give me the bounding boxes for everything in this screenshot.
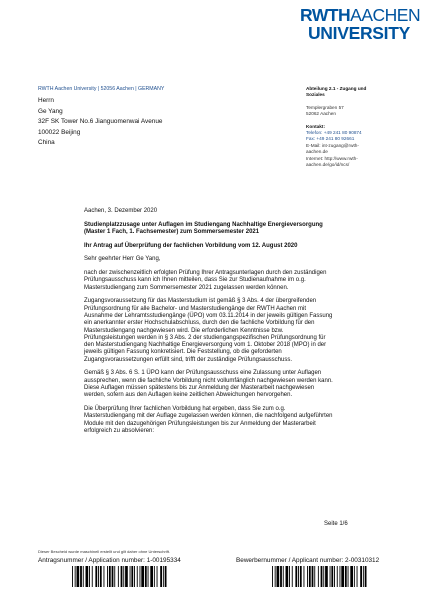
barcode-bar [95,566,97,587]
barcode-bar [277,566,280,587]
letter-paragraph: nach der zwischenzeitlich erfolgten Prüfung Ihrer Antragsunterlagen durch den zuständigen Prüfungsausschuss kann ich Ihnen mitteilen, dass Sie zur Studienaufnahme im o.g. Masterstudiengang zum Sommersemester 2021 zugelassen werden können. [84,270,327,291]
barcode-bar [295,566,297,587]
phone-line: Telefon: +49 241 80 90874 [306,130,362,136]
letter-date: Aachen, 3. Dezember 2020 [84,208,158,214]
fax-line: Fax: +49 241 80 92661 [306,136,355,142]
sender-line: RWTH Aachen University | 52056 Aachen | GERMANY [38,86,165,92]
barcode-bar [86,566,89,587]
department-line: Abteilung 2.1 - Zugang und [306,86,367,91]
recipient-line: China [38,139,55,147]
barcode-bar [131,566,133,587]
barcode-bar [360,566,362,587]
barcode-bar [330,566,331,587]
barcode-bar [304,566,305,587]
recipient-address [38,96,162,149]
web-line[interactable]: Internet: http://www.rwth- [306,155,358,161]
applicant-number: Bewerbernummer / Applicant number: 2-00310312 [236,557,380,564]
applicant-barcode [272,566,368,587]
barcode-bar [114,566,115,587]
barcode-bar [160,566,162,587]
office-address-line: Templergraben 57 [306,104,344,110]
letter-paragraph: Gemäß § 3 Abs. 6 S. 1 ÜPO kann der Prüfungsausschuss eine Zulassung unter Auflagen aussprechen, wenn die fachliche Vorbildung nicht vollumfänglich nachgewiesen werden kann. Diese Auflagen müssen spätestens bis zur Anmeldung der Masterarbeit nachgewiesen werden, sofern aus den Auflagen keine zeitlichen Abweichungen hervorgehen. [84,370,333,399]
barcode-bar [283,566,284,587]
barcode-bar [280,566,282,587]
letter-paragraph: Die Überprüfung Ihrer fachlichen Vorbildung hat ergeben, dass Sie zum o.g. Masterstudiengang mit der Auflage zugelassen werden können, die nachfolgend aufgeführten Module mit den dazugehörigen Prüfungsleistungen bis zur Anmeldung der Masterarbeit erfolgreich zu absolvieren: [84,405,333,434]
sender-sidebar [306,86,418,168]
web-line[interactable]: aachen.de/go/id/ncs/ [306,162,350,168]
barcode-bar [334,566,335,587]
barcode-bar [145,566,147,587]
recipient-line: Ge Yang [38,107,63,115]
letter-subject: Studienplatzzusage unter Auflagen im Studiengang Nachhaltige Energieversorgung (Master 1 Fach, 1. Fachsemester) zum Sommersemester 2021 [84,221,323,235]
barcode-bar [107,566,108,587]
barcode-bar [321,566,323,587]
barcode-bar [314,566,315,587]
barcode-bar [141,566,144,587]
barcode-bar [307,566,308,587]
barcode-bar [137,566,138,587]
recipient-line: 32F SK Tower No.6 Jianguomenwai Avenue [38,118,163,126]
barcode-bar [286,566,289,587]
barcode-bar [163,566,164,587]
contact-title: Kontakt: [306,123,326,129]
barcode-bar [272,566,273,587]
barcode-bar [75,566,76,587]
barcode-bar [83,566,84,587]
barcode-bar [80,566,82,587]
barcode-bar [345,566,347,587]
barcode-bar [123,566,124,587]
barcode-bar [109,566,111,587]
barcode-bar [125,566,128,587]
barcode-bar [104,566,105,587]
barcode-bar [341,566,344,587]
page-number: Seite 1/6 [324,521,348,527]
barcode-bar [331,566,333,587]
barcode-bar [157,566,158,587]
logo-rwth: RWTH [300,5,351,25]
barcode-bar [357,566,358,587]
barcode-bar [348,566,349,587]
machine-generated-note: Dieser Bescheid wurde maschinell erstellt und gilt daher ohne Unterschrift. [38,549,171,554]
application-number: Antragsnummer / Application number: 1-00195334 [38,557,181,564]
barcode-bar [121,566,123,587]
barcode-bar [92,566,93,587]
recipient-line: Herrn [38,97,54,104]
letter-body [84,208,334,442]
barcode-bar [365,566,367,587]
barcode-bar [89,566,90,587]
barcode-bar [312,566,314,587]
email-line[interactable]: aachen.de [306,149,328,155]
barcode-bar [130,566,131,587]
barcode-bar [340,566,341,587]
application-barcode [72,566,168,587]
barcode-bar [337,566,338,587]
logo-university: UNIVERSITY [307,23,410,43]
letter-paragraph: Zugangsvoraussetzung für das Masterstudium ist gemäß § 3 Abs. 4 der übergreifenden Prüfungsordnung für alle Bachelor- und Masterstudiengänge der RWTH Aachen mit Ausnahme der Lehramtsstudiengänge (ÜPO) vom 03.11.2014 in der jeweils gültigen Fassung ein anerkannter erster Hochschulabschluss, durch den die fachliche Vorbildung für den Masterstudiengang nachgewiesen wird. Die erforderlichen Kenntnisse bzw. Prüfungsleistungen werden in § 3 Abs. 2 der studiengangspezifischen Prüfungsordnung für den Masterstudiengang Nachhaltige Energieversorgung vom 1. Oktober 2018 (MPO) in der jeweils gültigen Fassung konkretisiert. Die Feststellung, ob die geforderten Zugangsvoraussetzungen erfüllt sind, trifft der zuständige Prüfungsausschuss. [84,298,333,363]
email-line[interactable]: E-Mail: int-zugang@rwth- [306,142,359,148]
recipient-line: 100022 Beijing [38,128,81,136]
department-line: Soziales [306,92,325,98]
barcode-bar [77,566,80,587]
barcode-bar [134,566,135,587]
barcode-bar [275,566,276,587]
barcode-bar [309,566,311,587]
barcode-bar [289,566,290,587]
letter-salutation: Sehr geehrter Herr Ge Yang, [84,256,161,263]
barcode-bar [325,566,328,587]
barcode-bar [318,566,319,587]
barcode-bar [150,566,153,587]
barcode-bar [118,566,119,587]
barcode-bar [300,566,302,587]
letter-reference: Ihr Antrag auf Überprüfung der fachlichen Vorbildung vom 12. August 2020 [84,242,298,249]
barcode-bar [140,566,141,587]
barcode-bar [323,566,324,587]
barcode-bar [100,566,102,587]
office-address-line: 52062 Aachen [306,111,336,117]
barcode-bar [98,566,99,587]
barcode-bar [363,566,364,587]
barcode-bar [298,566,299,587]
barcode-bar [292,566,293,587]
barcode-bar [354,566,355,587]
barcode-bar [72,566,73,587]
barcode-bar [112,566,114,587]
barcode-bar [154,566,155,587]
barcode-bar [148,566,149,587]
barcode-bar [165,566,167,587]
rwth-logo [300,5,421,50]
logo-aachen: AACHEN [350,5,421,25]
barcode-bar [350,566,353,587]
